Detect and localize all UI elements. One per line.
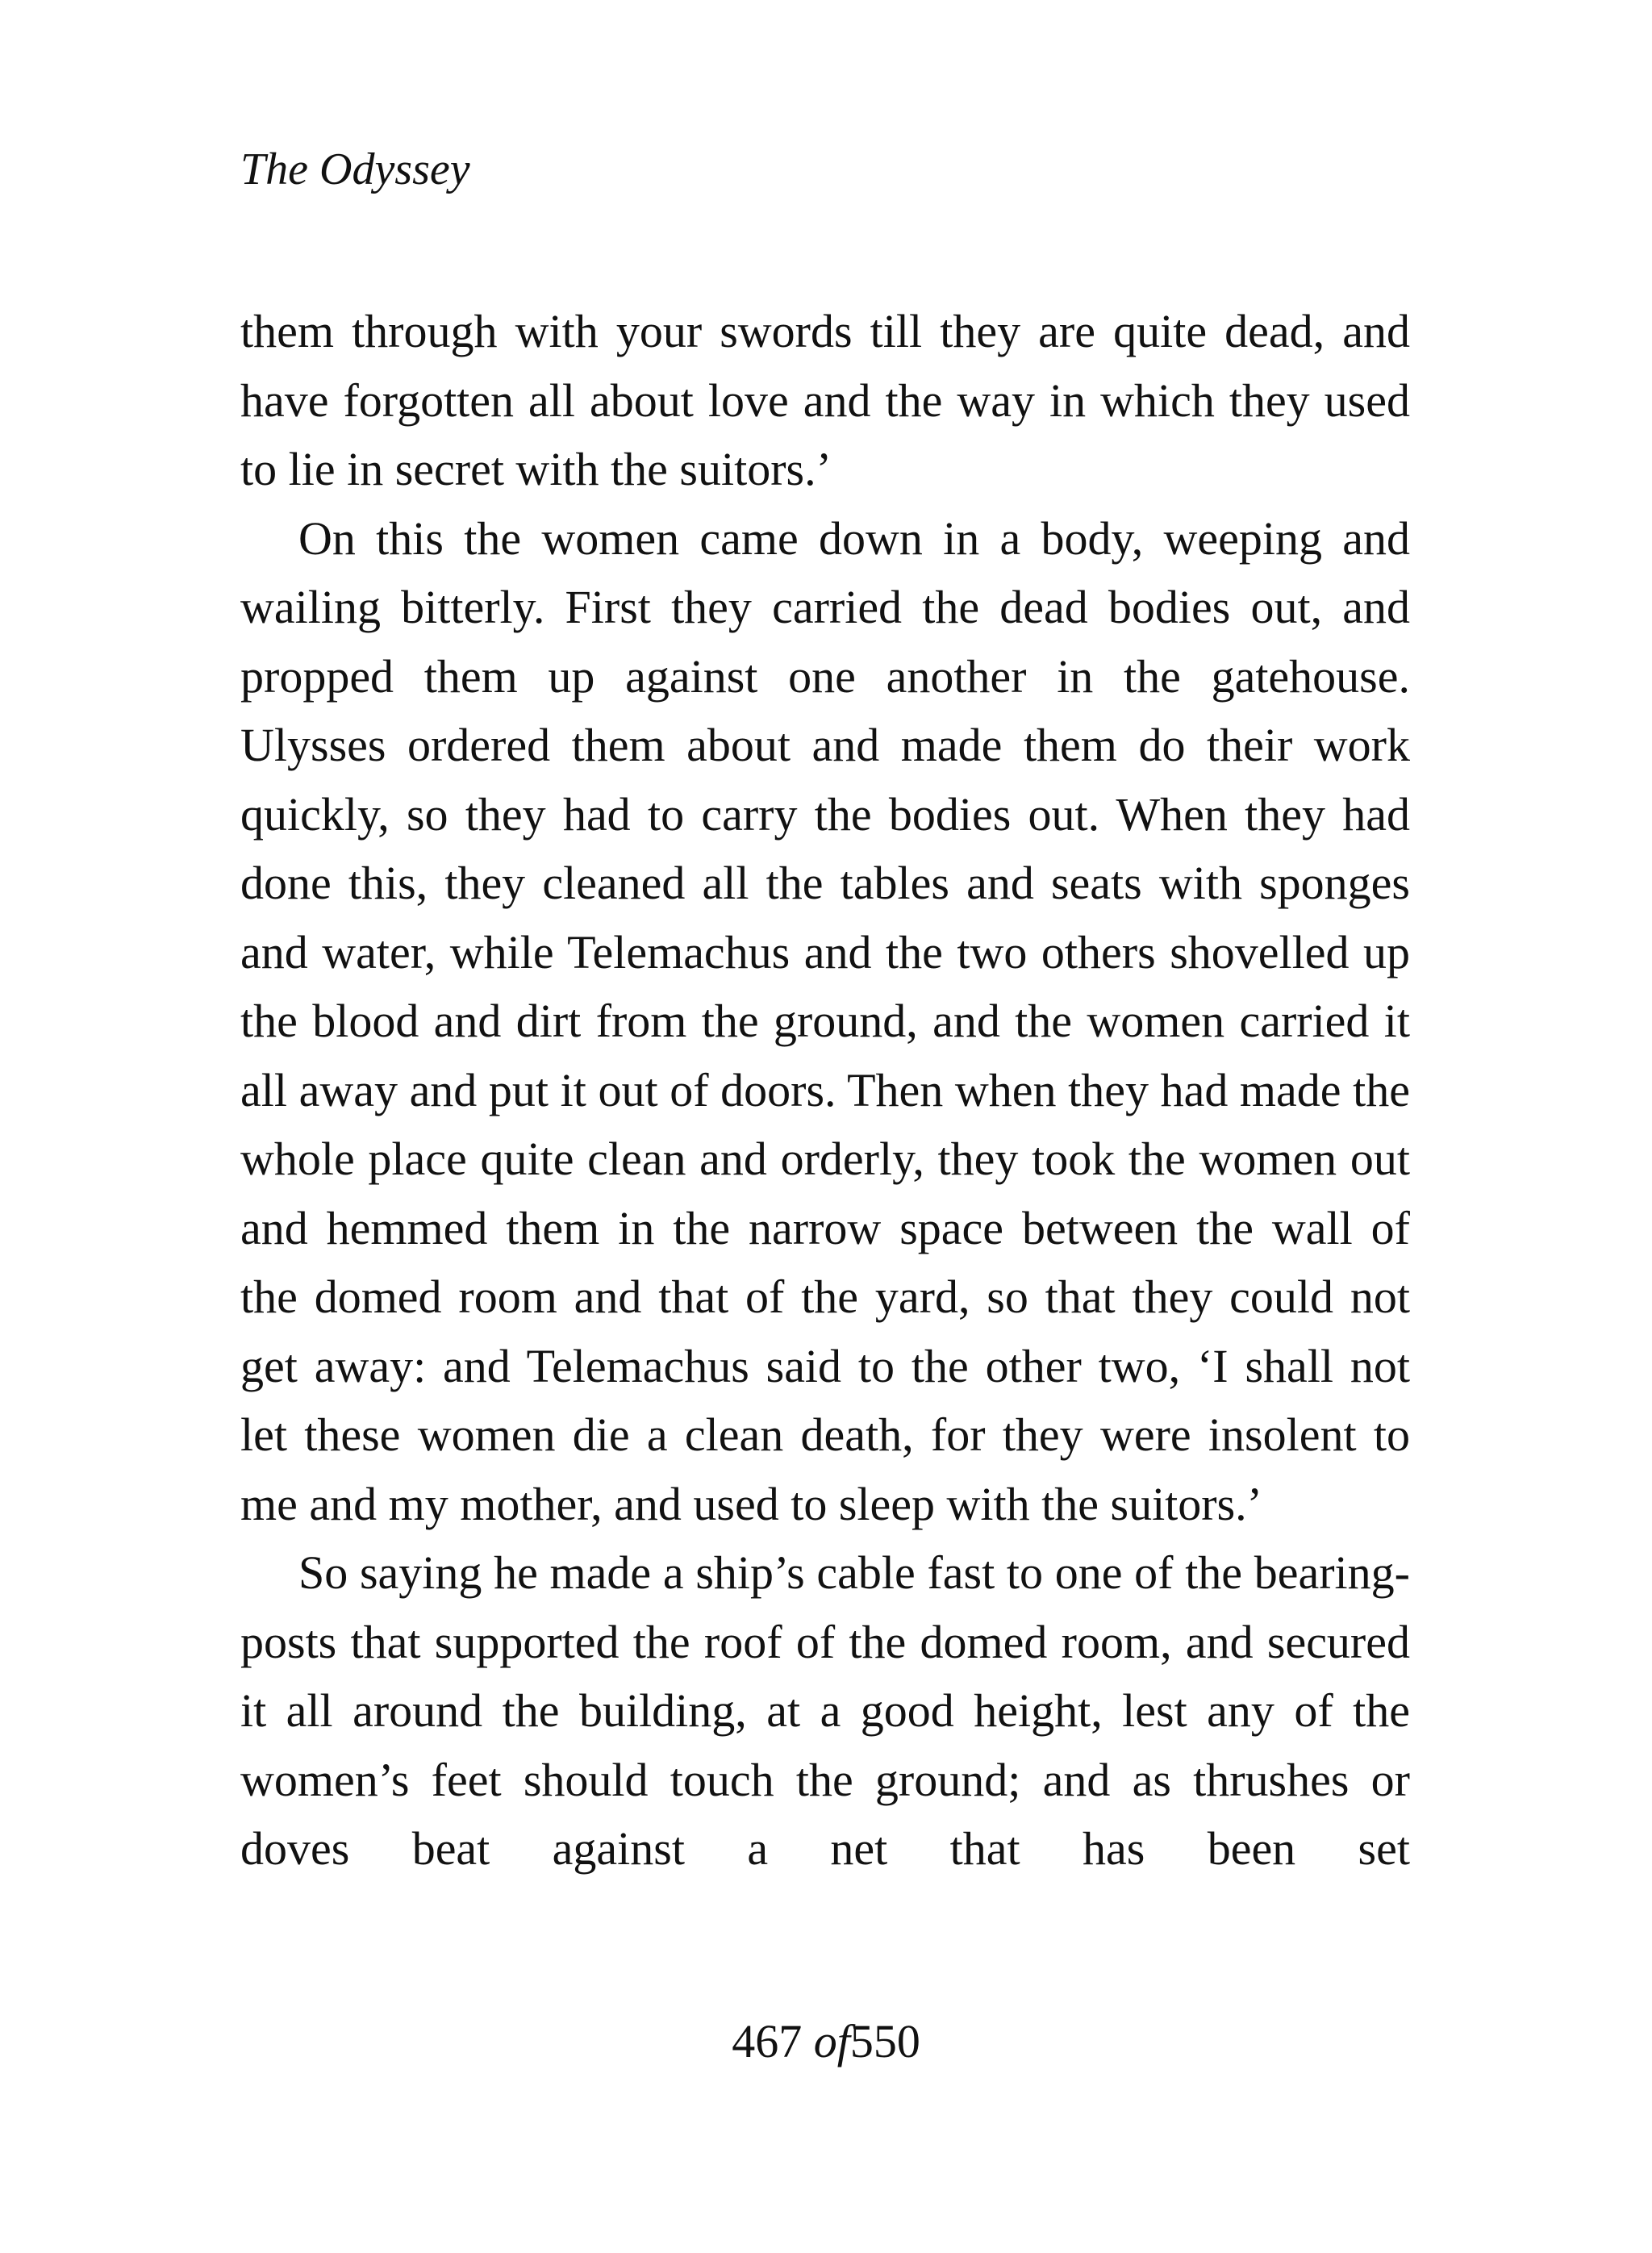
total-pages-number: 550 [849,2015,920,2067]
page-body [240,297,1410,1884]
running-header-title: The Odyssey [240,144,470,194]
paragraph: So saying he made a ship’s cable fast to one of the bearing-posts that supported the roof of the domed room, and secured it all around the building, at a good height, lest any of the women’s feet should touch the ground; and as thrushes or doves beat against a net that has been set [240,1546,1410,1875]
page-number [0,2015,1652,2067]
paragraph: On this the women came down in a body, weeping and wailing bitterly. First they carried the dead bodies out, and propped them up against one another in the gatehouse. Ulysses ordered them about and made them do their work quickly, so they had to carry the bodies out. When they had done this, they cleaned all the tables and seats with sponges and water, while Telemachus and the two others shovelled up the blood and dirt from the ground, and the women carried it all away and put it out of doors. Then when they had made the whole place quite clean and orderly, they took the women out and hemmed them in the narrow space between the wall of the domed room and that of the yard, so that they could not get away: and Telemachus said to the other two, ‘I shall not let these women die a clean death, for they were insolent to me and my mother, and used to sleep with the suitors.’ [240,511,1410,1530]
page-of-label: of [813,2015,850,2067]
current-page-number: 467 [732,2015,803,2067]
paragraph-continuation: them through with your swords till they are quite dead, and have forgotten all about love and the way in which they used to lie in secret with the suitors.’ [240,305,1410,495]
